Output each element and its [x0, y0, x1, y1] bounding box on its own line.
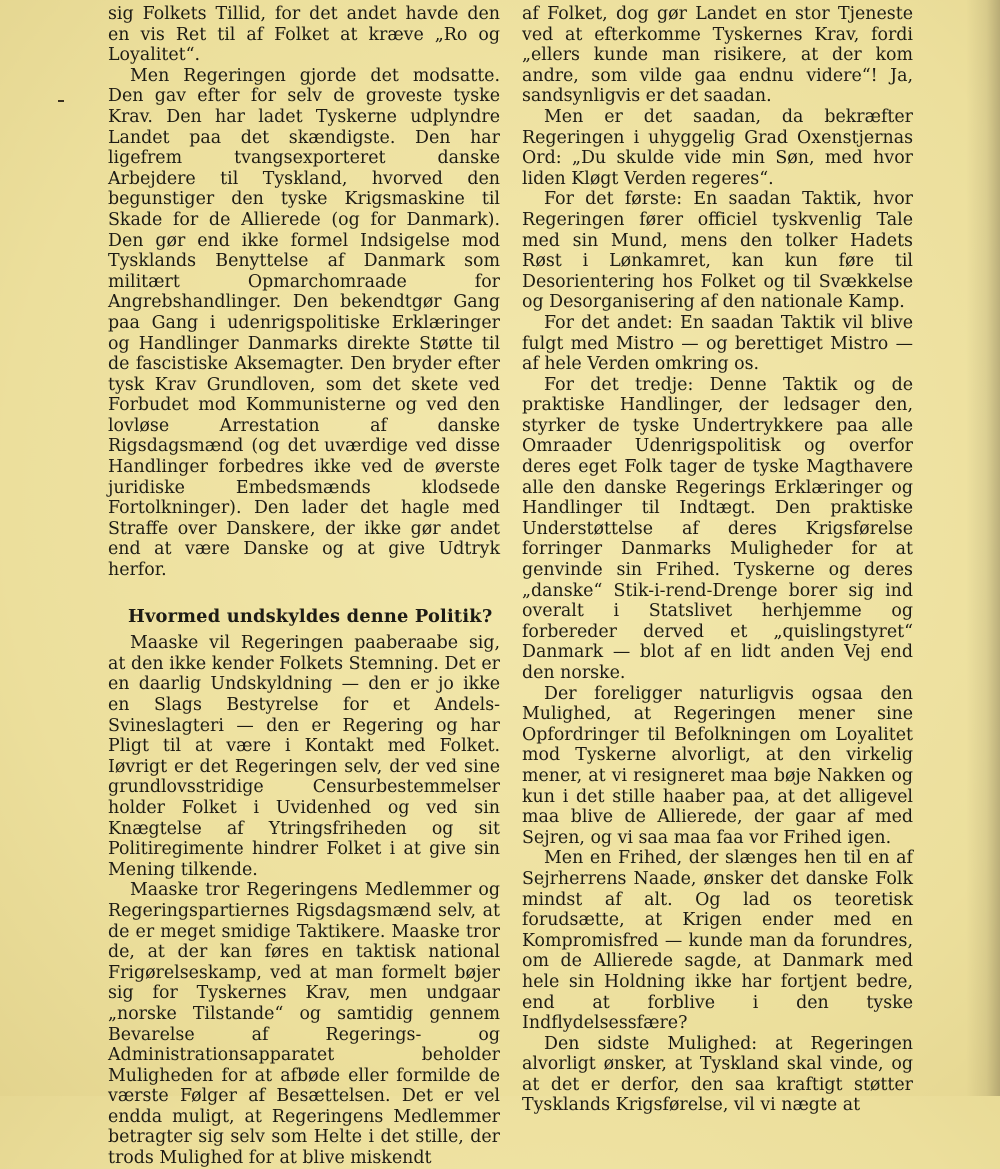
paragraph: Maaske vil Regeringen paaberaabe sig, at den ikke kender Folkets Stemning. Det er en daarlig Undskyldning — den er jo ikke en Slags Bestyrelse for et Andels-Svineslagteri — den er Regering og har Pligt til at være i Kontakt med Folket. Iøvrigt er det Regeringen selv, der ved sine grundlovsstridige Censurbestemmelser holder Folket i Uvidenhed og ved sin Knægtelse af Ytringsfriheden og sit Politiregimente hindrer Folket i at give sin Mening tilkende.: [108, 633, 500, 880]
paragraph: Men en Frihed, der slænges hen til en af Sejrherrens Naade, ønsker det danske Folk mindst af alt. Og lad os teoretisk forudsætte, at Krigen ender med en Kompromisfred — kunde man da forundres, om de Allierede sagde, at Danmark med hele sin Holdning ikke har fortjent bedre, end at forblive i den tyske Indflydelsessfære?: [522, 848, 913, 1034]
left-column: [108, 4, 500, 1169]
paragraph: For det tredje: Denne Taktik og de praktiske Handlinger, der ledsager den, styrker de tyske Undertrykkere paa alle Omraader Udenrigspolitisk og overfor deres eget Folk tager de tyske Magthavere alle den danske Regerings Erklæringer og Handlinger til Indtægt. Den praktiske Understøttelse af deres Krigsførelse forringer Danmarks Muligheder for at genvinde sin Frihed. Tyskerne og deres „danske“ Stik-i-rend-Drenge borer sig ind overalt i Statslivet herhjemme og forbereder derved et „quislingstyret“ Danmark — blot af en lidt anden Vej end den norske.: [522, 374, 913, 683]
paper-edge-shadow: [966, 0, 1000, 1096]
paragraph: For det andet: En saadan Taktik vil blive fulgt med Mistro — og berettiget Mistro — af hele Verden omkring os.: [522, 312, 913, 375]
right-column: [522, 4, 913, 1116]
paragraph: Men er det saadan, da bekræfter Regeringen i uhyggelig Grad Oxenstjernas Ord: „Du skulde vide min Søn, med hvor liden Kløgt Verden regeres“.: [522, 106, 913, 189]
margin-mark: [58, 100, 64, 102]
paragraph: Maaske tror Regeringens Medlemmer og Regeringspartiernes Rigsdagsmænd selv, at de er meget smidige Taktikere. Maaske tror de, at der kan føres en taktisk national Frigørelseskamp, ved at man formelt bøjer sig for Tyskernes Krav, men undgaar „norske Tilstande“ og samtidig gennem Bevarelse af Regerings- og Administrationsapparatet beholder Muligheden for at afbøde eller formilde de værste Følger af Besættelsen. Det er vel endda muligt, at Regeringens Medlemmer betragter sig selv som Helte i det stille, der trods Mulighed for at blive miskendt: [108, 880, 500, 1169]
paragraph: sig Folkets Tillid, for det andet havde den en vis Ret til af Folket at kræve „Ro og Loyalitet“.: [108, 4, 500, 66]
paragraph: af Folket, dog gør Landet en stor Tjeneste ved at efterkomme Tyskernes Krav, fordi „ellers kunde man risikere, at der kom andre, som vilde gaa endnu videre“! Ja, sandsynligvis er det saadan.: [522, 4, 913, 107]
paragraph: Men Regeringen gjorde det modsatte. Den gav efter for selv de groveste tyske Krav. Den har ladet Tyskerne udplyndre Landet paa det skændigste. Den har ligefrem tvangsexporteret danske Arbejdere til Tyskland, hvorved den begunstiger den tyske Krigsmaskine til Skade for de Allierede (og for Danmark). Den gør end ikke formel Indsigelse mod Tysklands Benyttelse af Danmark som militært Opmarchomraade for Angrebshandlinger. Den bekendtgør Gang paa Gang i udenrigspolitiske Erklæringer og Handlinger Danmarks direkte Støtte til de fascistiske Aksemagter. Den bryder efter tysk Krav Grundloven, som det skete ved Forbudet mod Kommunisterne og ved den lovløse Arrestation af danske Rigsdagsmænd (og det uværdige ved disse Handlinger forbedres ikke ved de øverste juridiske Embedsmænds klodsede Fortolkninger). Den lader det hagle med Straffe over Danskere, der ikke gør andet end at være Danske og at give Udtryk herfor.: [108, 65, 500, 581]
section-heading: Hvormed undskyldes denne Politik?: [128, 605, 493, 627]
paragraph: Der foreligger naturligvis ogsaa den Mulighed, at Regeringen mener sine Opfordringer til Befolkningen om Loyalitet mod Tyskerne alvorligt, at den virkelig mener, at vi resigneret maa bøje Nakken og kun i det stille haaber paa, at det alligevel maa blive de Allierede, der gaar af med Sejren, og vi saa maa faa vor Frihed igen.: [522, 683, 913, 848]
paragraph: For det første: En saadan Taktik, hvor Regeringen fører officiel tyskvenlig Tale med sin Mund, mens den tolker Hadets Røst i Lønkamret, kan kun føre til Desorientering hos Folket og til Svækkelse og Desorganisering af den nationale Kamp.: [522, 189, 913, 313]
paragraph: Den sidste Mulighed: at Regeringen alvorligt ønsker, at Tyskland skal vinde, og at det er derfor, den saa kraftigt støtter Tysklands Krigsførelse, vil vi nægte at: [522, 1033, 913, 1116]
